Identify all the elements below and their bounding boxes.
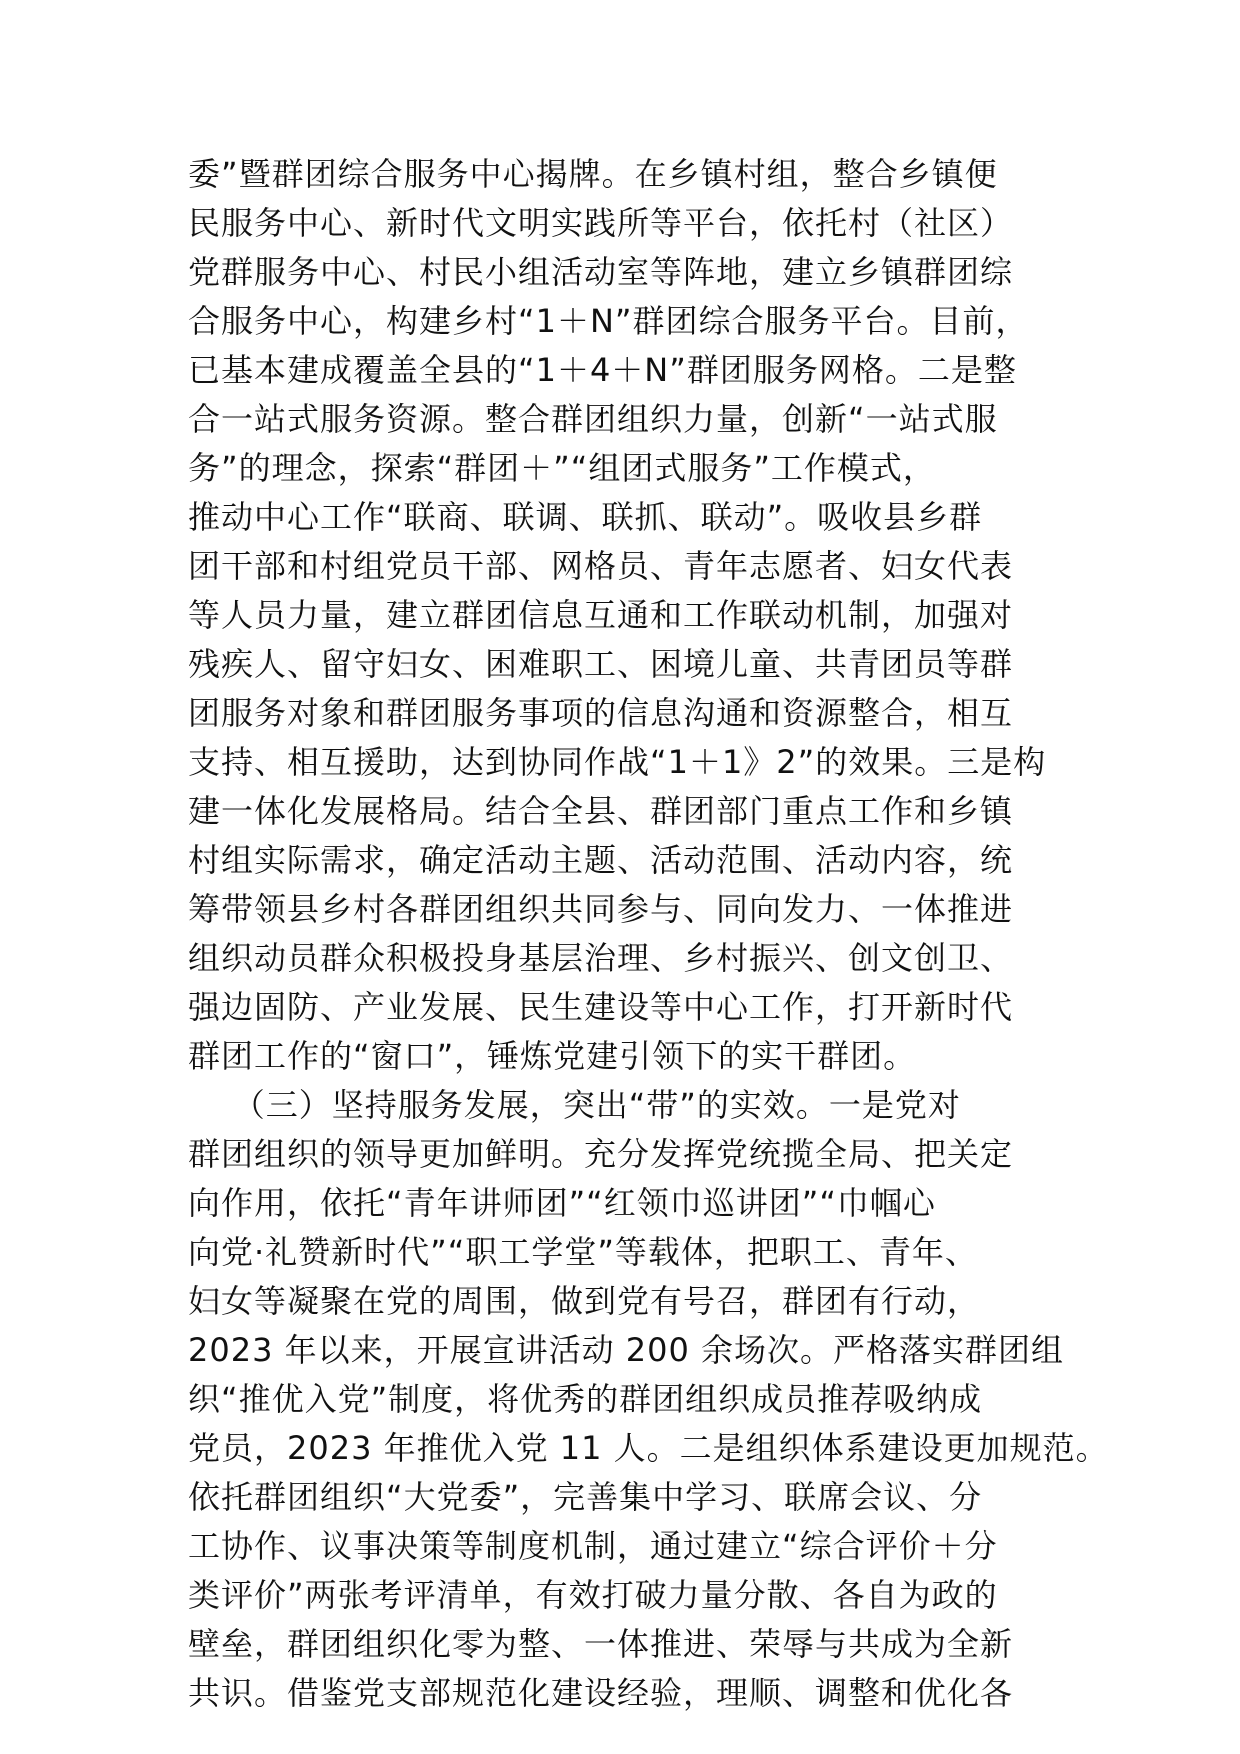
text-line: 2023 年以来，开展宣讲活动 200 余场次。严格落实群团组 xyxy=(188,1331,1065,1369)
text-line: 残疾人、留守妇女、困难职工、困境儿童、共青团员等群 xyxy=(188,645,1014,683)
text-line: 强边固防、产业发展、民生建设等中心工作，打开新时代 xyxy=(188,988,1014,1026)
section-heading-line: （三）坚持服务发展，突出“带”的实效。一是党对 xyxy=(188,1086,961,1124)
text-line: 建一体化发展格局。结合全县、群团部门重点工作和乡镇 xyxy=(188,792,1014,830)
text-line: 推动中心工作“联商、联调、联抓、联动”。吸收县乡群 xyxy=(188,498,983,536)
text-line: 工协作、议事决策等制度机制，通过建立“综合评价＋分 xyxy=(188,1527,998,1565)
text-line: 依托群团组织“大党委”，完善集中学习、联席会议、分 xyxy=(188,1478,983,1516)
text-line: 群团组织的领导更加鲜明。充分发挥党统揽全局、把关定 xyxy=(188,1135,1014,1173)
text-line: 支持、相互援助，达到协同作战“1＋1》2”的效果。三是构 xyxy=(188,743,1047,781)
text-line: 壁垒，群团组织化零为整、一体推进、荣辱与共成为全新 xyxy=(188,1625,1014,1663)
text-line: 筹带领县乡村各群团组织共同参与、同向发力、一体推进 xyxy=(188,890,1014,928)
text-line: 织“推优入党”制度，将优秀的群团组织成员推荐吸纳成 xyxy=(188,1380,983,1418)
text-line: 委”暨群团综合服务中心揭牌。在乡镇村组，整合乡镇便 xyxy=(188,155,998,193)
text-line: 共识。借鉴党支部规范化建设经验，理顺、调整和优化各 xyxy=(188,1674,1014,1712)
text-line: 群团工作的“窗口”，锤炼党建引领下的实干群团。 xyxy=(188,1037,917,1075)
text-line: 组织动员群众积极投身基层治理、乡村振兴、创文创卫、 xyxy=(188,939,1014,977)
text-line: 等人员力量，建立群团信息互通和工作联动机制，加强对 xyxy=(188,596,1014,634)
text-line: 合一站式服务资源。整合群团组织力量，创新“一站式服 xyxy=(188,400,998,438)
text-line: 已基本建成覆盖全县的“1＋4＋N”群团服务网格。二是整 xyxy=(188,351,1017,389)
text-line: 妇女等凝聚在党的周围，做到党有号召，群团有行动， xyxy=(188,1282,981,1320)
text-line: 村组实际需求，确定活动主题、活动范围、活动内容，统 xyxy=(188,841,1014,879)
text-line: 团服务对象和群团服务事项的信息沟通和资源整合，相互 xyxy=(188,694,1014,732)
body-text xyxy=(188,150,1109,1718)
text-line: 务”的理念，探索“群团＋”“组团式服务”工作模式， xyxy=(188,449,936,487)
text-line: 合服务中心，构建乡村“1＋N”群团综合服务平台。目前， xyxy=(188,302,1029,340)
text-line: 团干部和村组党员干部、网格员、青年志愿者、妇女代表 xyxy=(188,547,1014,585)
text-line: 类评价”两张考评清单，有效打破力量分散、各自为政的 xyxy=(188,1576,998,1614)
text-line: 向党·礼赞新时代”“职工学堂”等载体，把职工、青年、 xyxy=(188,1233,978,1271)
text-line: 民服务中心、新时代文明实践所等平台，依托村（社区） xyxy=(188,204,1014,242)
text-line: 党群服务中心、村民小组活动室等阵地，建立乡镇群团综 xyxy=(188,253,1014,291)
text-line: 向作用，依托“青年讲师团”“红领巾巡讲团”“巾帼心 xyxy=(188,1184,936,1222)
text-line: 党员，2023 年推优入党 11 人。二是组织体系建设更加规范。 xyxy=(188,1429,1109,1467)
